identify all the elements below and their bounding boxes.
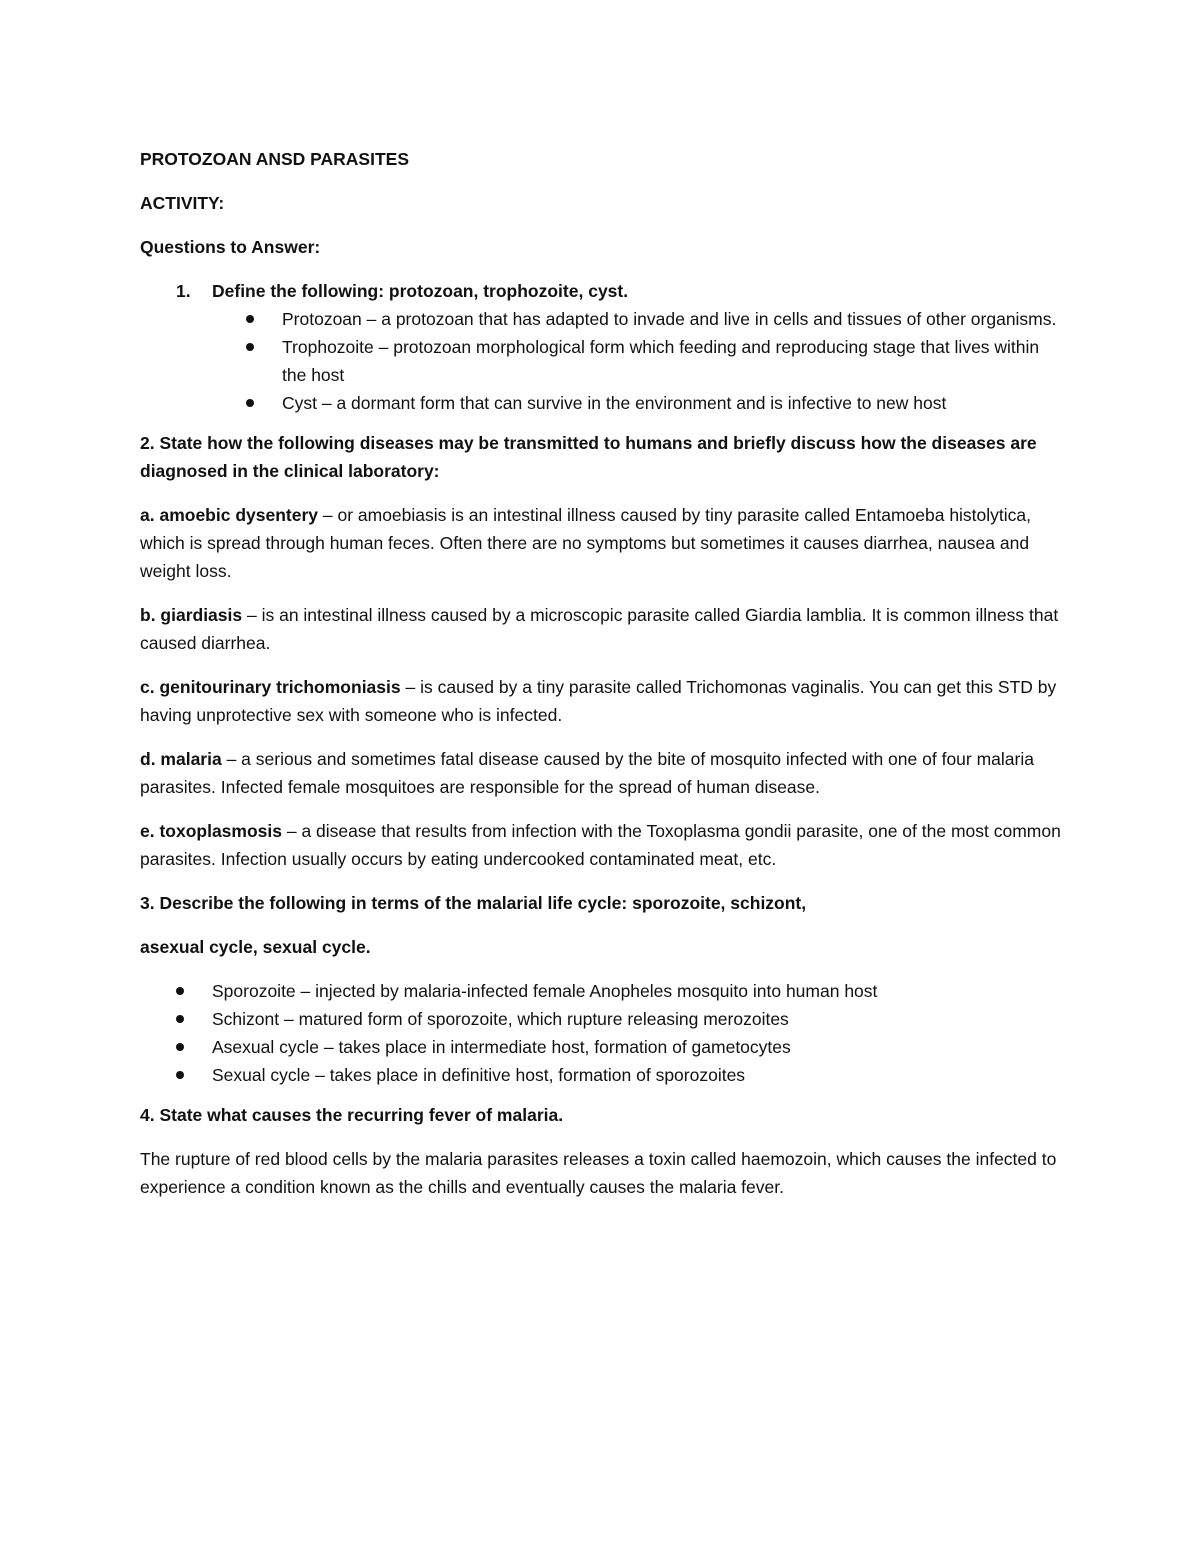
list-item: Sexual cycle – takes place in definitive host, formation of sporozoites: [140, 1061, 1065, 1089]
document-title: PROTOZOAN ANSD PARASITES: [140, 149, 410, 169]
question-3-bullets: [140, 977, 1065, 1089]
bullet-icon: [246, 343, 254, 351]
activity-heading: ACTIVITY:: [140, 193, 225, 213]
questions-heading: Questions to Answer:: [140, 237, 321, 257]
list-item: Schizont – matured form of sporozoite, which rupture releasing merozoites: [140, 1005, 1065, 1033]
question-1-text: Define the following: protozoan, trophozoite, cyst.: [212, 281, 629, 301]
question-3-text-line1: 3. Describe the following in terms of the malarial life cycle: sporozoite, schizont,: [140, 893, 807, 913]
bullet-icon: [246, 399, 254, 407]
question-2-text: 2. State how the following diseases may be transmitted to humans and briefly discuss how the diseases are diagnosed in the clinical laboratory:: [140, 433, 1037, 481]
question-4-answer: The rupture of red blood cells by the malaria parasites releases a toxin called haemozoin, which causes the infected to experience a condition known as the chills and eventually causes the malaria fever.: [140, 1149, 1057, 1197]
question-1-number: 1.: [176, 281, 191, 301]
question-1: [140, 277, 1065, 417]
bullet-icon: [176, 1043, 184, 1051]
question-1-list: [140, 277, 1065, 417]
list-item: Trophozoite – protozoan morphological form which feeding and reproducing stage that lives within the host: [140, 333, 1065, 389]
bullet-icon: [176, 987, 184, 995]
answer-toxoplasmosis: e. toxoplasmosis – a disease that results from infection with the Toxoplasma gondii parasite, one of the most common parasites. Infection usually occurs by eating undercooked contaminated meat, etc.: [140, 821, 1061, 869]
answer-amoebic-dysentery: a. amoebic dysentery – or amoebiasis is an intestinal illness caused by tiny parasite called Entamoeba histolytica, which is spread through human feces. Often there are no symptoms but sometimes it causes diarrhea, nausea and weight loss.: [140, 505, 1032, 581]
question-3-text-line2: asexual cycle, sexual cycle.: [140, 937, 371, 957]
document-page: [140, 145, 1065, 1217]
question-1-bullets: [212, 305, 1065, 417]
list-item: Asexual cycle – takes place in intermediate host, formation of gametocytes: [140, 1033, 1065, 1061]
list-item: Protozoan – a protozoan that has adapted to invade and live in cells and tissues of other organisms.: [140, 305, 1065, 333]
list-item: Sporozoite – injected by malaria-infected female Anopheles mosquito into human host: [140, 977, 1065, 1005]
answer-malaria: d. malaria – a serious and sometimes fatal disease caused by the bite of mosquito infected with one of four malaria parasites. Infected female mosquitoes are responsible for the spread of human disease.: [140, 749, 1034, 797]
answer-trichomoniasis: c. genitourinary trichomoniasis – is caused by a tiny parasite called Trichomonas vaginalis. You can get this STD by having unprotective sex with someone who is infected.: [140, 677, 1057, 725]
bullet-icon: [176, 1071, 184, 1079]
bullet-icon: [176, 1015, 184, 1023]
bullet-icon: [246, 315, 254, 323]
question-4-text: 4. State what causes the recurring fever of malaria.: [140, 1105, 564, 1125]
list-item: Cyst – a dormant form that can survive in the environment and is infective to new host: [140, 389, 1065, 417]
answer-giardiasis: b. giardiasis – is an intestinal illness caused by a microscopic parasite called Giardia lamblia. It is common illness that caused diarrhea.: [140, 605, 1059, 653]
